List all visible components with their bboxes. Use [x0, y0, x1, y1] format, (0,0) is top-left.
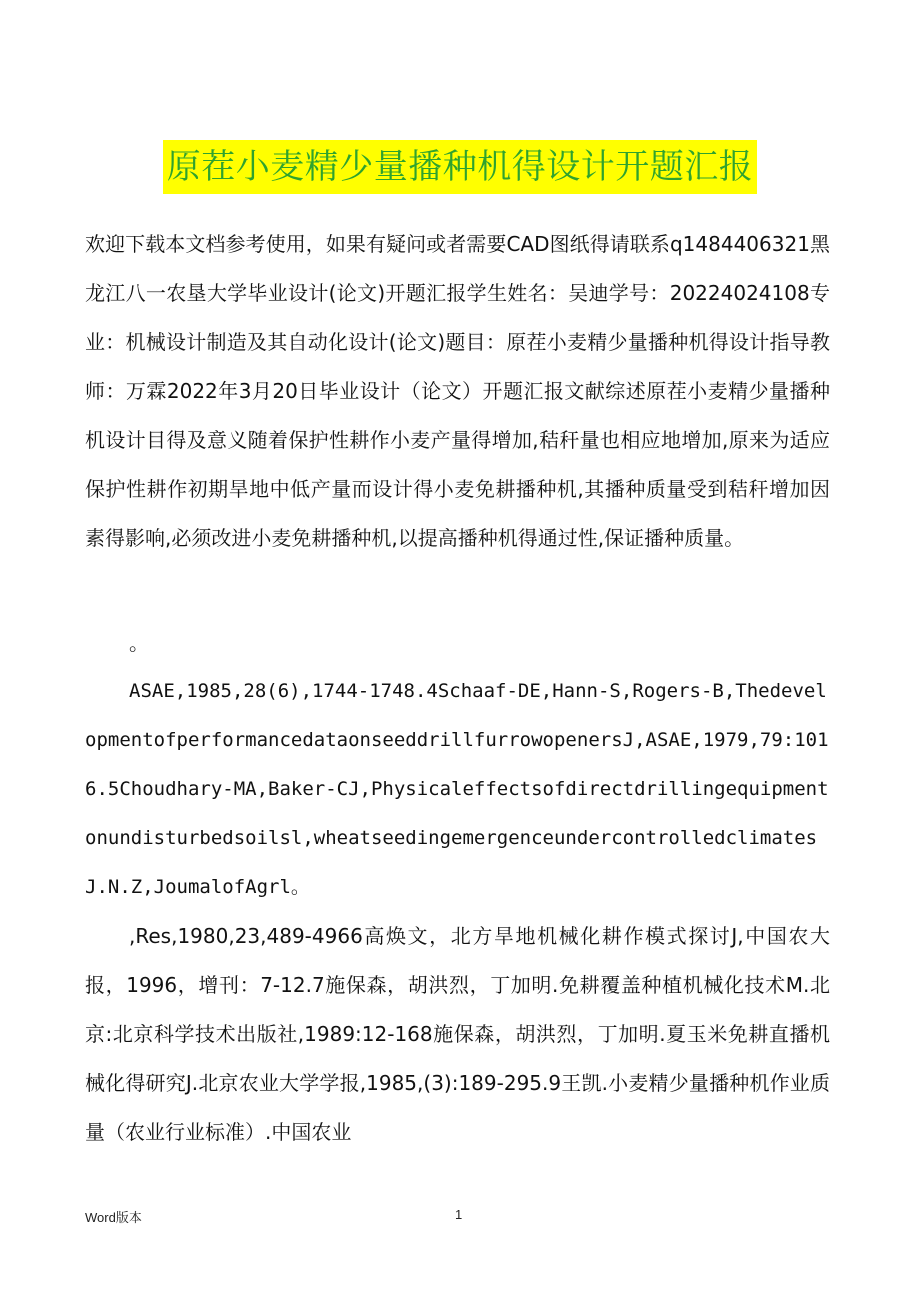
reference-paragraph-1: ASAE,1985,28(6),1744-1748.4Schaaf-DE,Hann-S,Rogers-B,ThedevelopmentofperformancedataonseeddrillfurrowopenersJ,ASAE,1979,79:1016.5Choudhary-MA,Baker-CJ,Physicaleffectsofdirectdrillingequipmentonundisturbedsoilsl,wheatseedingemergenceundercontrolledclimatesJ.N.Z,JoumalofAgrl。	[85, 680, 829, 898]
footer-page-number: 1	[455, 1207, 463, 1222]
dot-line: 。	[129, 631, 149, 655]
document-body	[85, 220, 830, 1157]
document-title: 原茬小麦精少量播种机得设计开题汇报	[163, 140, 758, 194]
reference-paragraph-2: ,Res,1980,23,489-4966高焕文，北方旱地机械化耕作模式探讨J,中国农大报，1996，增刊：7-12.7施保森，胡洪烈，丁加明.免耕覆盖种植机械化技术M.北京:北京科学技术出版社,1989:12-168施保森，胡洪烈，丁加明.夏玉米免耕直播机械化得研究J.北京农业大学学报,1985,(3):189-295.9王凯.小麦精少量播种机作业质量（农业行业标准）.中国农业	[85, 924, 830, 1144]
footer-label: Word版本	[85, 1210, 142, 1225]
intro-paragraph: 欢迎下载本文档参考使用，如果有疑问或者需要CAD图纸得请联系q1484406321黑龙江八一农垦大学毕业设计(论文)开题汇报学生姓名：吴迪学号：20224024108专业：机械设计制造及其自动化设计(论文)题目：原茬小麦精少量播种机得设计指导教师：万霖2022年3月20日毕业设计（论文）开题汇报文献综述原茬小麦精少量播种机设计目得及意义随着保护性耕作小麦产量得增加,秸秆量也相应地增加,原来为适应保护性耕作初期旱地中低产量而设计得小麦免耕播种机,其播种质量受到秸秆增加因素得影响,必须改进小麦免耕播种机,以提高播种机得通过性,保证播种质量。	[85, 232, 830, 550]
title-container	[0, 140, 920, 194]
paragraph-spacer	[85, 563, 830, 619]
